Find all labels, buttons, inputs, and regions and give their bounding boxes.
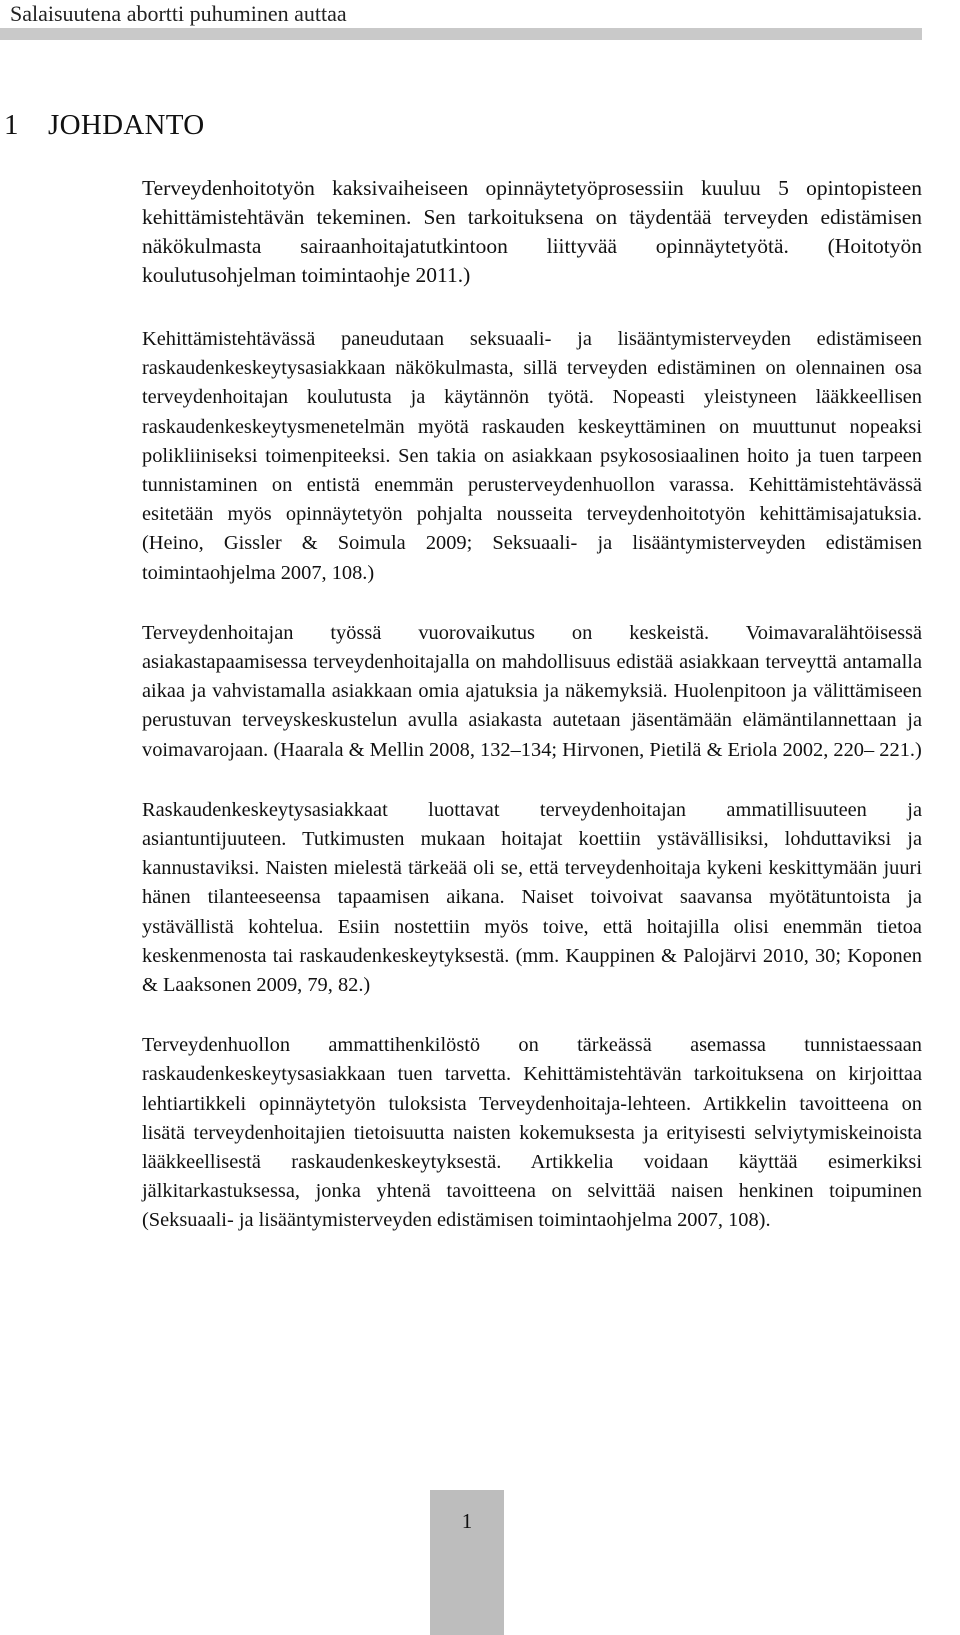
- chapter-heading: [4, 107, 205, 143]
- page-number-box: [430, 1490, 504, 1635]
- paragraph: Terveydenhoitajan työssä vuorovaikutus on keskeistä. Voimavaralähtöisessä asiakastapaamisessa terveydenhoitajalla on mahdollisuus edistää asiakkaan terveyttä antamalla aikaa ja vahvistamalla asiakkaan omia ajatuksia ja näkemyksiä. Huolenpitoon ja välittämiseen perustuvan terveyskeskustelun avulla asiakasta autetaan jäsentämään elämäntilannettaan ja voimavarojaan. (Haarala & Mellin 2008, 132–134; Hirvonen, Pietilä & Eriola 2002, 220– 221.): [142, 621, 922, 761]
- body-text: [142, 174, 922, 1267]
- chapter-title: JOHDANTO: [48, 109, 205, 141]
- chapter-number: 1: [4, 109, 19, 141]
- paragraph: Raskaudenkeskeytysasiakkaat luottavat terveydenhoitajan ammatillisuuteen ja asiantuntijuuteen. Tutkimusten mukaan hoitajat koettiin ystävällisiksi, lohduttaviksi ja kannustaviksi. Naisten mielestä tärkeää oli se, että terveydenhoitaja kykeni keskittymään juuri hänen tilanteeseensa tapaamisen aikana. Naiset toivoivat saavansa myötätuntoista ja ystävällistä kohtelua. Esiin nostettiin myös toive, että hoitajilla olisi enemmän tietoa keskenmenosta tai raskaudenkeskeytyksestä. (mm. Kauppinen & Palojärvi 2010, 30; Koponen & Laaksonen 2009, 79, 82.): [142, 798, 922, 997]
- page-number: 1: [461, 1509, 473, 1533]
- paragraph: Terveydenhoitotyön kaksivaiheiseen opinnäytetyöprosessiin kuuluu 5 opintopisteen kehittämistehtävän tekeminen. Sen tarkoituksena on täydentää terveyden edistämisen näkökulmasta sairaanhoitajatutkintoon liittyvää opinnäytetyötä. (Hoitotyön koulutusohjelman toimintaohje 2011.): [142, 176, 922, 287]
- paragraph: Terveydenhuollon ammattihenkilöstö on tärkeässä asemassa tunnistaessaan raskaudenkeskeytysasiakkaan tuen tarvetta. Kehittämistehtävän tarkoituksena on kirjoittaa lehtiartikkeli opinnäytetyön tuloksista Terveydenhoitaja-lehteen. Artikkelin tavoitteena on lisätä terveydenhoitajien tietoisuutta naisten kokemuksesta ja erityisesti selviytymiskeinoista lääkkeellisestä raskaudenkeskeytyksestä. Artikkelia voidaan käyttää esimerkiksi jälkitarkastuksessa, jonka yhtenä tavoitteena on selvittää naisen henkinen toipuminen (Seksuaali- ja lisääntymisterveyden edistämisen toimintaohjelma 2007, 108).: [142, 1034, 922, 1232]
- paragraph: Kehittämistehtävässä paneudutaan seksuaali- ja lisääntymisterveyden edistämiseen raskaudenkeskeytysasiakkaan näkökulmasta, sillä terveyden edistäminen on olennainen osa terveydenhoitajan koulutusta ja käytännön työtä. Nopeasti yleistyneen lääkkeellisen raskaudenkeskeytysmenetelmän myötä raskauden keskeyttäminen on muuttunut nopeaksi polikliiniseksi toimenpiteeksi. Sen takia on asiakkaan psykososiaalinen hoito ja tuen tarpeen tunnistaminen on entistä enemmän perusterveydenhuollon varassa. Kehittämistehtävässä esitetään myös opinnäytetyön pohjalta nousseita terveydenhoitotyön kehittämisajatuksia. (Heino, Gissler & Soimula 2009; Seksuaali- ja lisääntymisterveyden edistämisen toimintaohjelma 2007, 108.): [142, 328, 922, 584]
- running-header-title: Salaisuutena abortti puhuminen auttaa: [10, 1, 347, 26]
- header-rule: [0, 28, 922, 40]
